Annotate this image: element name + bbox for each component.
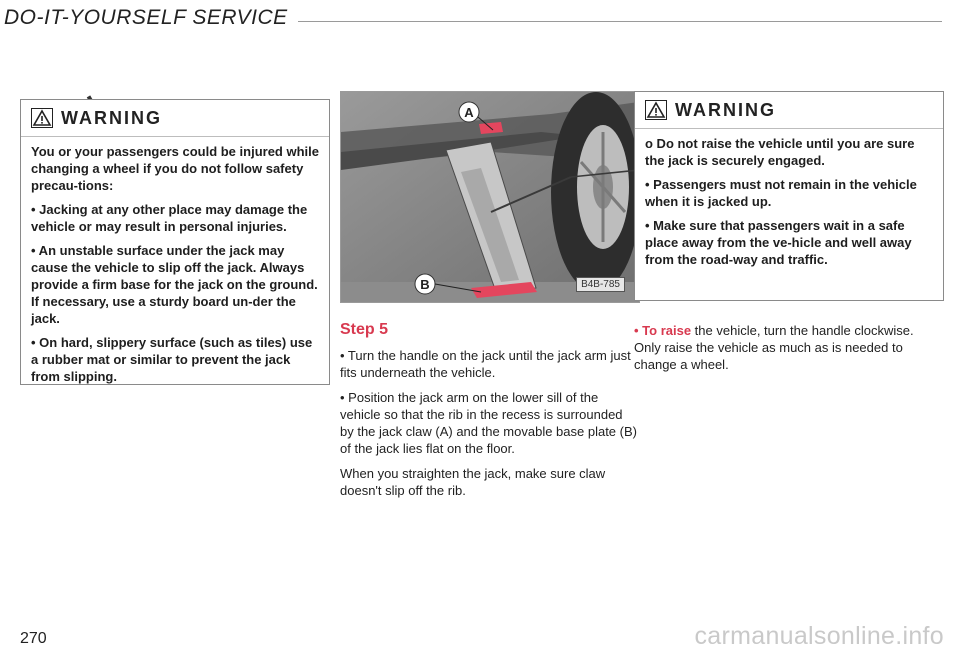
- callout-a: A: [464, 105, 474, 120]
- warning-header: [635, 92, 943, 129]
- raise-rest: the vehicle, turn the handle clockwise. Only raise the vehicle as much as is needed to change a wheel.: [634, 323, 914, 372]
- step-text: [340, 347, 638, 507]
- section-title: DO-IT-YOURSELF SERVICE: [4, 6, 288, 29]
- warning-body: [635, 129, 943, 281]
- warning-bullet: • On hard, slippery surface (such as tiles) use a rubber mat or similar to prevent the jack from slipping.: [31, 335, 313, 384]
- warning-box-left: [20, 99, 330, 385]
- warning-box-right: [634, 91, 944, 301]
- page-number: 270: [20, 630, 47, 647]
- warning-triangle-icon: [31, 108, 53, 128]
- warning-header: [21, 100, 329, 137]
- warning-bullet: o Do not raise the vehicle until you are sure the jack is securely engaged.: [645, 136, 915, 168]
- step-paragraph: • Turn the handle on the jack until the jack arm just fits underneath the vehicle.: [340, 348, 631, 380]
- warning-bullet: • An unstable surface under the jack may cause the vehicle to slip off the jack. Always provide a firm base for the jack on the ground. If necessary, use a sturdy board un-der the jack.: [31, 243, 318, 326]
- figure-code: B4B-785: [576, 277, 625, 292]
- warning-bullet: • Passengers must not remain in the vehicle when it is jacked up.: [645, 177, 917, 209]
- warning-label: WARNING: [675, 99, 776, 120]
- raise-text: [634, 322, 942, 381]
- raise-paragraph: [634, 322, 942, 373]
- warning-body: [21, 137, 329, 398]
- step-paragraph: When you straighten the jack, make sure claw doesn't slip off the rib.: [340, 466, 606, 498]
- warning-bullet: • Jacking at any other place may damage the vehicle or may result in personal injuries.: [31, 202, 308, 234]
- warning-paragraph: You or your passengers could be injured while changing a wheel if you do not follow safety precau-tions:: [31, 144, 319, 193]
- site-watermark[interactable]: carmanualsonline.info: [694, 622, 944, 650]
- raise-lead: • To raise: [634, 323, 692, 338]
- jack-drawing: [341, 92, 639, 302]
- warning-triangle-icon: [645, 100, 667, 120]
- callout-b: B: [420, 277, 430, 292]
- header-rule: [298, 21, 942, 22]
- warning-label: WARNING: [61, 107, 162, 128]
- warning-bullet: • Make sure that passengers wait in a safe place away from the ve-hicle and well away from the road-way and traffic.: [645, 218, 912, 267]
- step-title: Step 5: [340, 321, 389, 338]
- step-paragraph: • Position the jack arm on the lower sill of the vehicle so that the rib in the recess is surrounded by the jack claw (A) and the movable base plate (B) of the jack lies flat on the floor.: [340, 390, 637, 456]
- jack-illustration: [340, 91, 640, 303]
